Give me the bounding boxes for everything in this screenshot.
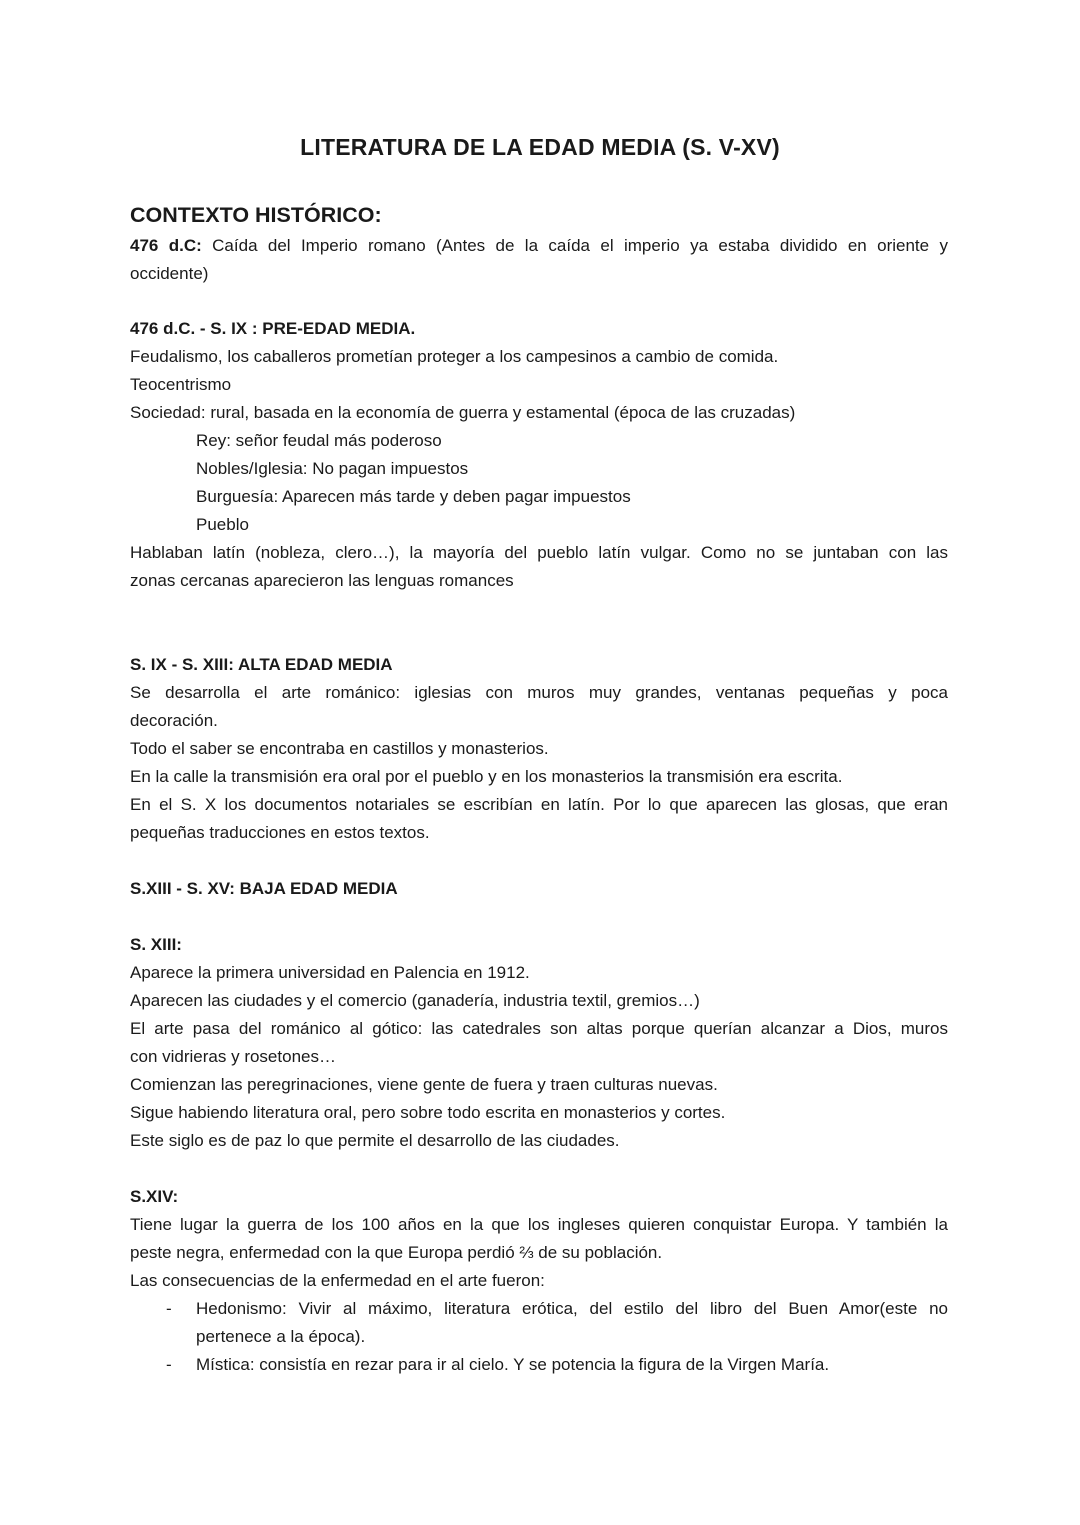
section-s13 <box>130 931 948 1155</box>
context-event <box>130 232 948 288</box>
s14-heading: S.XIV: <box>130 1187 179 1206</box>
paragraph-line: Hablaban latín (nobleza, clero…), la mayoría del pueblo latín vulgar. Como no se juntaban con las <box>130 543 948 562</box>
paragraph-line: pequeñas traducciones en estos textos. <box>130 823 430 842</box>
paragraph-line: con vidrieras y rosetones… <box>130 1047 336 1066</box>
paragraph-line: zonas cercanas aparecieron las lenguas romances <box>130 571 514 590</box>
paragraph-line: Feudalismo, los caballeros prometían proteger a los campesinos a cambio de comida. <box>130 347 779 366</box>
paragraph-line: Las consecuencias de la enfermedad en el arte fueron: <box>130 1271 545 1290</box>
estate-item: Rey: señor feudal más poderoso <box>196 431 442 450</box>
estate-item: Pueblo <box>196 515 249 534</box>
section-context <box>130 199 948 231</box>
bullet-dash: - <box>166 1355 172 1374</box>
section-baja-edad-media <box>130 875 948 903</box>
pre-heading: 476 d.C. - S. IX : PRE-EDAD MEDIA. <box>130 319 416 338</box>
document-title: LITERATURA DE LA EDAD MEDIA (S. V-XV) <box>300 134 780 160</box>
paragraph-line: En la calle la transmisión era oral por el pueblo y en los monasterios la transmisión era escrita. <box>130 767 843 786</box>
section-alta-edad-media <box>130 651 948 847</box>
alta-heading: S. IX - S. XIII: ALTA EDAD MEDIA <box>130 655 393 674</box>
section-s14 <box>130 1183 948 1379</box>
paragraph-line: decoración. <box>130 711 218 730</box>
estate-item: Nobles/Iglesia: No pagan impuestos <box>196 459 469 478</box>
bullet-item-hedonismo-cont: pertenece a la época). <box>196 1327 366 1346</box>
paragraph-line: El arte pasa del románico al gótico: las catedrales son altas porque querían alcanzar a Dios, muros <box>130 1019 948 1038</box>
paragraph-line: Tiene lugar la guerra de los 100 años en la que los ingleses quieren conquistar Europa. Y también la <box>130 1215 948 1234</box>
context-event-line-1: 476 d.C: Caída del Imperio romano (Antes de la caída el imperio ya estaba dividido en oriente y <box>130 236 948 255</box>
paragraph-line: Aparecen las ciudades y el comercio (ganadería, industria textil, gremios…) <box>130 991 700 1010</box>
estate-item: Burguesía: Aparecen más tarde y deben pagar impuestos <box>196 487 631 506</box>
context-heading: CONTEXTO HISTÓRICO: <box>130 203 382 227</box>
baja-heading: S.XIII - S. XV: BAJA EDAD MEDIA <box>130 879 398 898</box>
paragraph-line: Se desarrolla el arte románico: iglesias con muros muy grandes, ventanas pequeñas y poca <box>130 683 948 702</box>
bullet-item-hedonismo: - Hedonismo: Vivir al máximo, literatura erótica, del estilo del libro del Buen Amor(este no <box>130 1295 948 1323</box>
paragraph-line: Este siglo es de paz lo que permite el desarrollo de las ciudades. <box>130 1131 620 1150</box>
s13-heading: S. XIII: <box>130 935 182 954</box>
context-event-date: 476 d.C: <box>130 236 202 255</box>
paragraph-line: Comienzan las peregrinaciones, viene gente de fuera y traen culturas nuevas. <box>130 1075 718 1094</box>
paragraph-line: Teocentrismo <box>130 375 232 394</box>
bullet-item-mistica: - Mística: consistía en rezar para ir al cielo. Y se potencia la figura de la Virgen María. <box>130 1351 948 1379</box>
paragraph-line: peste negra, enfermedad con la que Europa perdió ⅔ de su población. <box>130 1243 663 1262</box>
paragraph-line: En el S. X los documentos notariales se escribían en latín. Por lo que aparecen las glosas, que eran <box>130 795 948 814</box>
bullet-dash: - <box>166 1299 172 1318</box>
section-pre-edad-media <box>130 315 948 595</box>
paragraph-line: Sociedad: rural, basada en la economía de guerra y estamental (época de las cruzadas) <box>130 403 796 422</box>
paragraph-line: Todo el saber se encontraba en castillos y monasterios. <box>130 739 549 758</box>
context-event-line-2: occidente) <box>130 264 209 283</box>
paragraph-line: Aparece la primera universidad en Palencia en 1912. <box>130 963 530 982</box>
paragraph-line: Sigue habiendo literatura oral, pero sobre todo escrita en monasterios y cortes. <box>130 1103 726 1122</box>
